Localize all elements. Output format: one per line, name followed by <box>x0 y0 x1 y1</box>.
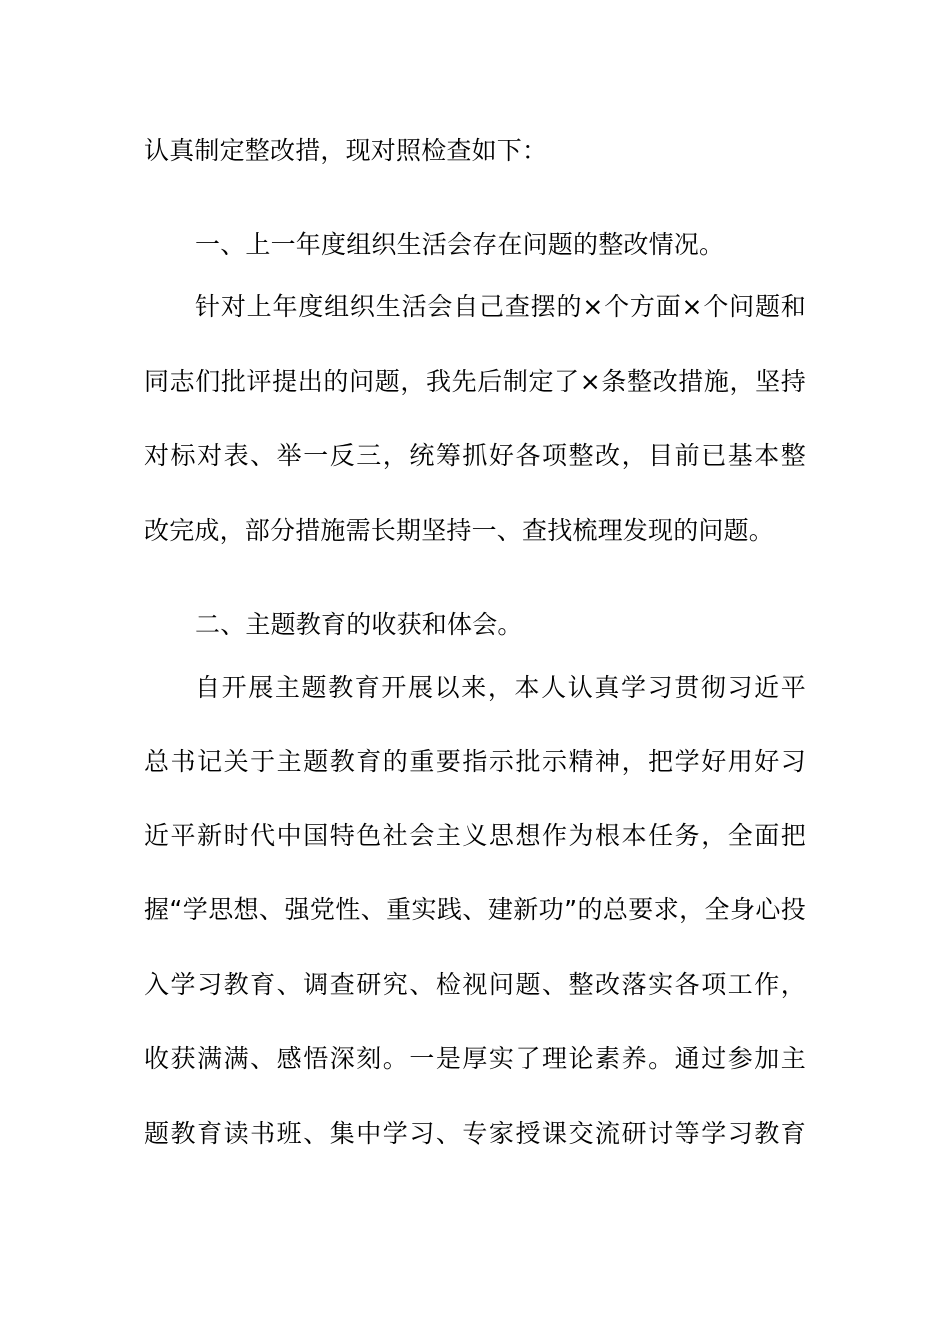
text-line-14: 题教育读书班、集中学习、专家授课交流研讨等学习教育 <box>144 1119 806 1148</box>
text-line-9: 总书记关于主题教育的重要指示批示精神，把学好用好习 <box>144 747 806 776</box>
text-line-3: 针对上年度组织生活会自己查摆的×个方面×个问题和 <box>195 292 806 321</box>
text-line-12: 入学习教育、调查研究、检视问题、整改落实各项工作， <box>144 970 806 999</box>
text-line-10: 近平新时代中国特色社会主义思想作为根本任务，全面把 <box>144 821 806 850</box>
text-line-1: 认真制定整改措，现对照检查如下： <box>144 136 548 165</box>
text-line-5: 对标对表、举一反三，统筹抓好各项整改，目前已基本整 <box>144 441 806 470</box>
text-line-4: 同志们批评提出的问题，我先后制定了×条整改措施，坚持 <box>144 367 806 396</box>
text-line-11: 握“学思想、强党性、重实践、建新功”的总要求，全身心投 <box>144 895 806 924</box>
section-heading-2: 二、主题教育的收获和体会。 <box>195 610 523 639</box>
text-line-6: 改完成，部分措施需长期坚持一、查找梳理发现的问题。 <box>144 516 775 545</box>
text-line-13: 收获满满、感悟深刻。一是厚实了理论素养。通过参加主 <box>144 1044 806 1073</box>
text-line-8: 自开展主题教育开展以来，本人认真学习贯彻习近平 <box>195 673 806 702</box>
section-heading-1: 一、上一年度组织生活会存在问题的整改情况。 <box>195 230 725 259</box>
